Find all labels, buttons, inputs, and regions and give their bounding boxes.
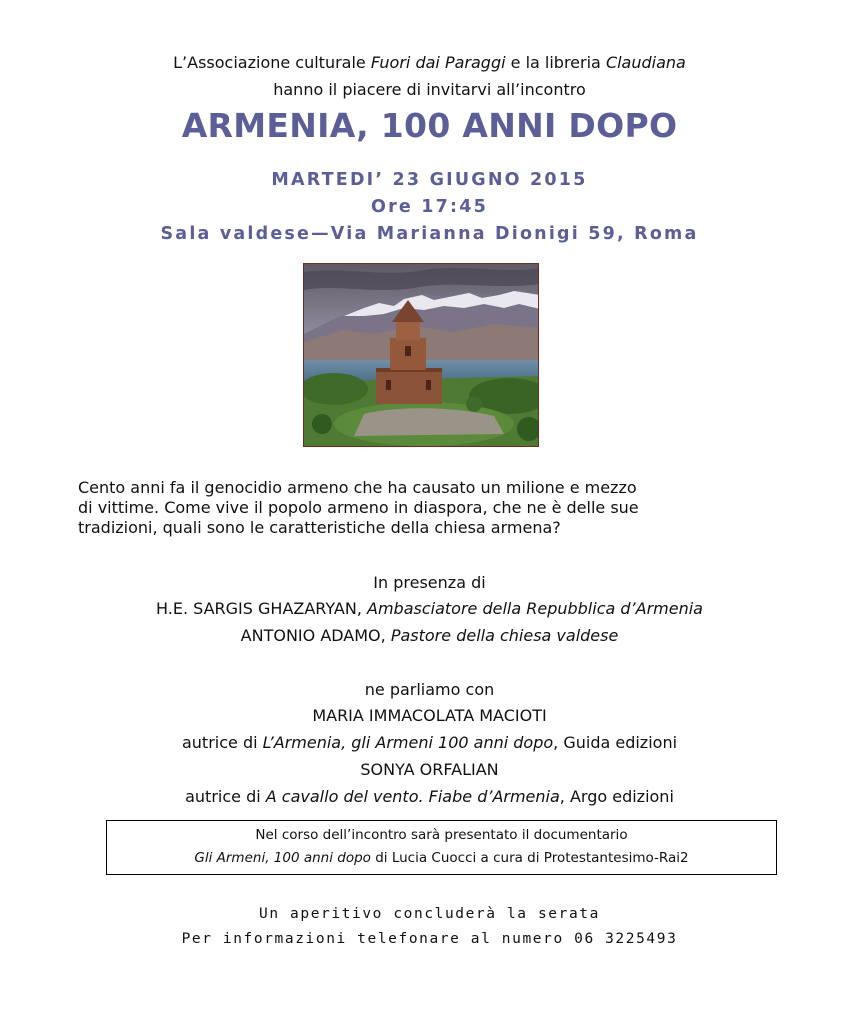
book-title: A cavallo del vento. Fiabe d’Armenia [265,787,560,806]
documentary-title: Gli Armeni, 100 anni dopo [194,850,371,866]
book-prefix: autrice di [185,787,266,806]
organizers-text: L’Associazione culturale [173,53,371,72]
guest-ambassador [0,599,859,618]
documentary-intro: Nel corso dell’incontro sarà presentato il documentario [255,827,628,843]
guest-name: ANTONIO ADAMO, [240,626,391,645]
invitation-line: hanno il piacere di invitarvi all’incontro [273,80,586,99]
speaker-book-line [0,733,859,752]
association-name: Fuori dai Paraggi [370,53,506,72]
speaker-book-line [0,787,859,806]
documentary-box [106,820,777,875]
presence-heading: In presenza di [373,573,486,592]
description [78,478,798,538]
description-line: tradizioni, quali sono le caratteristiche della chiesa armena? [78,518,561,537]
footer-contact: Per informazioni telefonare al numero 06 3225493 [181,931,678,947]
footer-aperitivo: Un aperitivo concluderà la serata [259,906,600,922]
bookshop-name: Claudiana [605,53,686,72]
event-date: MARTEDI’ 23 GIUGNO 2015 [271,170,588,190]
event-title: ARMENIA, 100 ANNI DOPO [181,106,678,145]
speaker-name: MARIA IMMACOLATA MACIOTI [312,706,547,725]
documentary-credits [107,850,776,866]
book-publisher: , Guida edizioni [553,733,678,752]
event-place: Sala valdese—Via Marianna Dionigi 59, Roma [160,224,699,244]
description-line: di vittime. Come vive il popolo armeno in diaspora, che ne è delle sue [78,498,639,517]
organizers-connector: e la libreria [505,53,606,72]
description-line: Cento anni fa il genocidio armeno che ha causato un milione e mezzo [78,478,637,497]
book-publisher: , Argo edizioni [559,787,674,806]
guest-pastor [0,626,859,645]
book-title: L’Armenia, gli Armeni 100 anni dopo [262,733,554,752]
armenian-church-image [304,264,539,447]
speaker-name: SONYA ORFALIAN [360,760,499,779]
guest-role: Pastore della chiesa valdese [390,626,619,645]
talk-heading: ne parliamo con [364,680,495,699]
book-prefix: autrice di [181,733,263,752]
church-photo [303,263,539,447]
guest-role: Ambasciatore della Repubblica d’Armenia [367,599,703,618]
documentary-author: di Lucia Cuocci a cura di Protestantesimo-Rai2 [370,850,689,866]
guest-name: H.E. SARGIS GHAZARYAN, [156,599,367,618]
event-time: Ore 17:45 [371,197,488,217]
organizers-line [0,53,859,72]
